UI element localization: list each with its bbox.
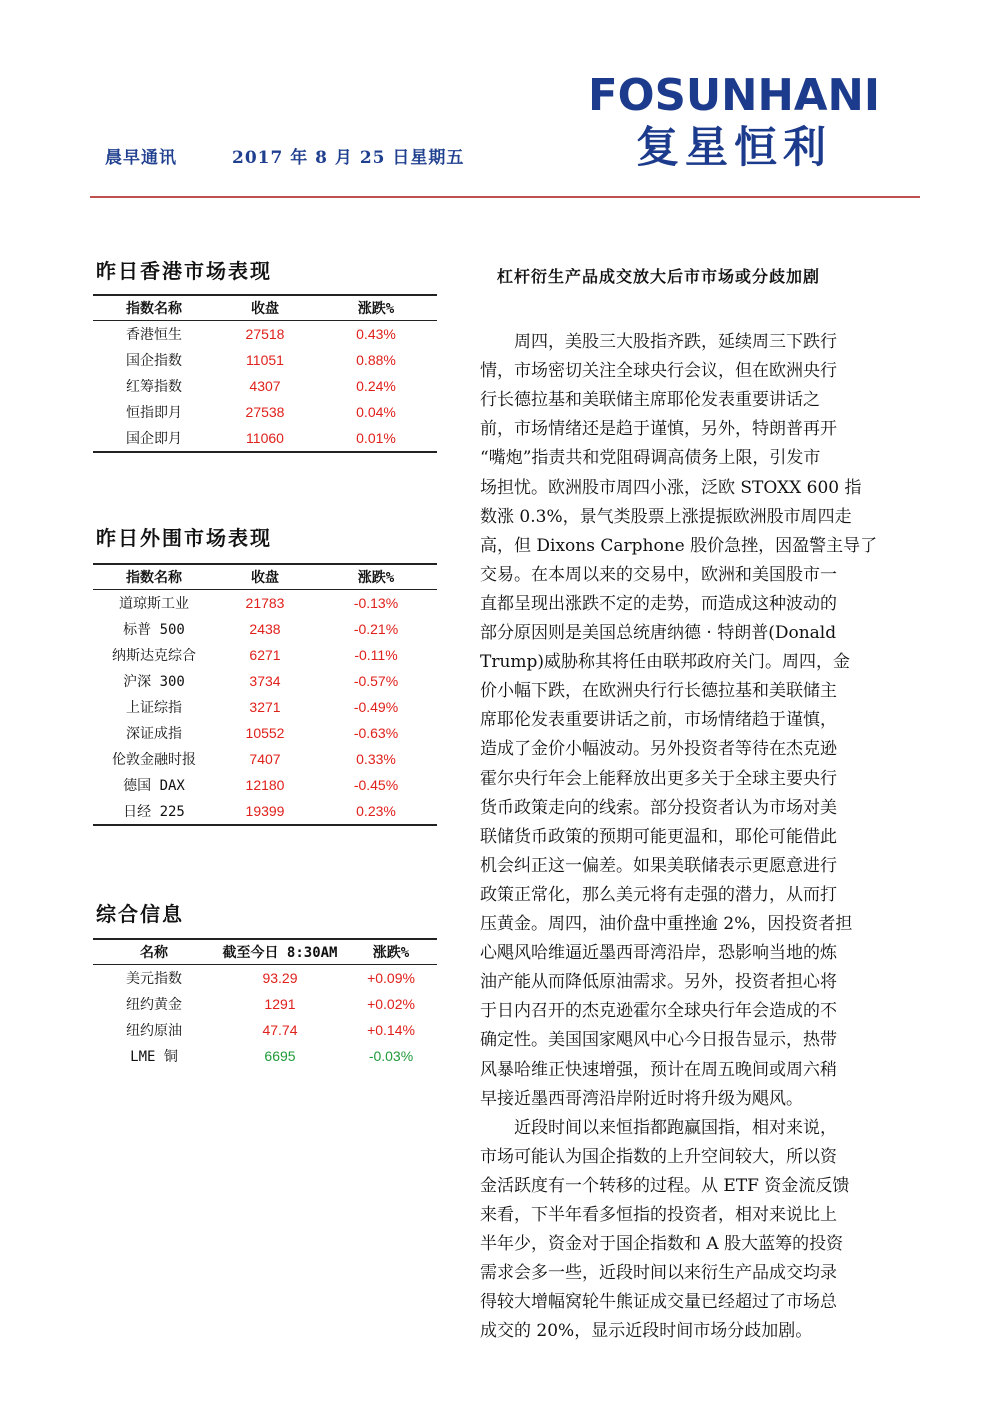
article-line: 场担忧。欧洲股市周四小涨，泛欧 STOXX 600 指 — [480, 477, 862, 498]
table-row — [93, 590, 437, 616]
world-market-table — [93, 563, 437, 826]
article-line: 油产能从而降低原油需求。另外，投资者担心将 — [480, 972, 837, 993]
cell-index-name: 日经 225 — [123, 804, 185, 820]
article-line: 成交的 20%，显示近段时间市场分歧加剧。 — [480, 1321, 813, 1342]
table-row — [93, 373, 437, 399]
cell-index-name: 纽约黄金 — [126, 997, 182, 1013]
cell-change: 0.24% — [356, 378, 396, 394]
cell-close: 47.74 — [262, 1022, 298, 1038]
col-header-close: 收盘 — [251, 570, 279, 586]
col-header-change: 涨跌% — [372, 945, 410, 961]
cell-close: 27518 — [245, 326, 285, 342]
cell-close: 7407 — [249, 751, 281, 767]
article-line: 高，但 Dixons Carphone 股价急挫，因盈警主导了 — [480, 535, 878, 556]
table-row — [93, 399, 437, 425]
article-line: 机会纠正这一偏差。如果美联储表示更愿意进行 — [480, 855, 837, 876]
cell-index-name: 纳斯达克综合 — [112, 648, 196, 664]
article-line: “嘴炮”指责共和党阻碍调高债务上限，引发市 — [480, 448, 821, 469]
article-line: 价小幅下跌，在欧洲央行行长德拉基和美联储主 — [480, 681, 837, 702]
col-header-change: 涨跌% — [357, 570, 395, 586]
cell-change: +0.14% — [367, 1022, 415, 1038]
cell-close: 6271 — [249, 647, 281, 663]
article-line: 近段时间以来恒指都跑赢国指，相对来说， — [480, 1117, 837, 1138]
cell-change: -0.11% — [354, 647, 398, 663]
article-line: 前，市场情绪还是趋于谨慎，另外，特朗普再开 — [480, 419, 837, 440]
article-line: 行长德拉基和美联储主席耶伦发表重要讲话之 — [480, 390, 820, 411]
table-row — [93, 347, 437, 373]
fosunhani-logo — [588, 70, 883, 118]
cell-close: 19399 — [245, 803, 285, 819]
table-row — [93, 642, 437, 668]
table-row — [93, 991, 437, 1017]
cell-change: -0.13% — [353, 595, 399, 611]
cell-index-name: 道琼斯工业 — [119, 596, 189, 612]
cell-change: 0.43% — [356, 326, 396, 342]
cell-close: 11060 — [246, 430, 284, 446]
article-line: 数涨 0.3%，景气类股票上涨提振欧洲股市周四走 — [480, 506, 852, 527]
cell-close: 6695 — [264, 1048, 296, 1064]
article-line: 霍尔央行年会上能释放出更多关于全球主要央行 — [480, 768, 837, 789]
cell-change: -0.21% — [353, 621, 399, 637]
cell-change: -0.49% — [353, 699, 399, 715]
table-row — [93, 616, 437, 642]
cell-index-name: 国企指数 — [126, 353, 182, 369]
article-line: 确定性。美国国家飓风中心今日报告显示，热带 — [480, 1030, 837, 1051]
col-header-name: 指数名称 — [126, 301, 182, 317]
article-line: 心飓风哈维逼近墨西哥湾沿岸，恐影响当地的炼 — [480, 943, 837, 964]
cell-close: 27538 — [245, 404, 285, 420]
article-line: 早接近墨西哥湾沿岸附近时将升级为飓风。 — [480, 1088, 803, 1109]
article-line: 压黄金。周四，油价盘中重挫逾 2%，因投资者担 — [480, 914, 853, 934]
article-line: 联储货币政策的预期可能更温和，耶伦可能借此 — [480, 826, 837, 847]
cell-close: 11051 — [246, 352, 284, 368]
cell-change: 0.01% — [356, 430, 396, 446]
general-info-title: 综合信息 — [96, 902, 184, 926]
cell-close: 3271 — [249, 699, 281, 715]
cell-change: -0.57% — [353, 673, 399, 689]
cell-change: +0.09% — [367, 970, 415, 986]
cell-close: 21783 — [245, 595, 285, 611]
cell-change: 0.04% — [356, 404, 396, 420]
article-line: 部分原因则是美国总统唐纳德 · 特朗普(Donald — [480, 623, 837, 643]
cell-index-name: 红筹指数 — [126, 379, 182, 395]
cell-close: 93.29 — [262, 970, 298, 986]
newsletter-date: 2017 年 8 月 25 日星期五 — [232, 148, 465, 168]
col-header-close: 截至今日 8:30AM — [222, 945, 338, 961]
general-info-table — [93, 938, 437, 1069]
hk-market-title: 昨日香港市场表现 — [96, 259, 272, 283]
col-header-change: 涨跌% — [357, 301, 395, 317]
cell-index-name: 沪深 300 — [123, 674, 185, 690]
cell-change: +0.02% — [367, 996, 415, 1012]
cell-close: 3734 — [249, 673, 281, 689]
cell-close: 4307 — [249, 378, 281, 394]
article-line: 需求会多一些，近段时间以来衍生产品成交均录 — [480, 1263, 837, 1284]
article-line: 情，市场密切关注全球央行会议，但在欧洲央行 — [480, 361, 837, 382]
fosunhani-logo-chinese: 复星恒利 — [636, 123, 832, 173]
cell-change: -0.03% — [368, 1048, 414, 1064]
table-row — [93, 746, 437, 772]
article-line: 席耶伦发表重要讲话之前，市场情绪趋于谨慎， — [480, 710, 837, 731]
cell-change: 0.88% — [356, 352, 396, 368]
table-row — [93, 668, 437, 694]
cell-index-name: 国企即月 — [126, 431, 182, 447]
cell-change: -0.63% — [353, 725, 399, 741]
article-line: 得较大增幅窝轮牛熊证成交量已经超过了市场总 — [480, 1292, 837, 1313]
cell-change: -0.45% — [353, 777, 399, 793]
cell-close: 10552 — [245, 725, 285, 741]
cell-change: 0.23% — [356, 803, 396, 819]
table-row — [93, 1017, 437, 1043]
cell-index-name: 香港恒生 — [126, 327, 182, 343]
table-row — [93, 798, 437, 824]
table-row — [93, 772, 437, 798]
article-line: 风暴哈维正快速增强，预计在周五晚间或周六稍 — [480, 1059, 837, 1080]
cell-index-name: 深证成指 — [126, 726, 182, 742]
cell-close: 1291 — [264, 996, 296, 1012]
cell-index-name: 伦敦金融时报 — [112, 752, 196, 768]
article-line: 半年少，资金对于国企指数和 A 股大蓝筹的投资 — [480, 1234, 844, 1255]
article-line: 货币政策走向的线索。部分投资者认为市场对美 — [480, 797, 837, 818]
article-line: 政策正常化，那么美元将有走强的潜力，从而打 — [480, 884, 837, 905]
article-line: 金活跃度有一个转移的过程。从 ETF 资金流反馈 — [480, 1175, 850, 1196]
col-header-close: 收盘 — [251, 301, 279, 317]
header-divider — [90, 196, 920, 198]
cell-index-name: 德国 DAX — [123, 778, 185, 794]
col-header-name: 指数名称 — [126, 570, 182, 586]
article-line: 周四，美股三大股指齐跌，延续周三下跌行 — [480, 332, 837, 352]
article-line: 直都呈现出涨跌不定的走势，而造成这种波动的 — [480, 593, 837, 614]
cell-index-name: 上证综指 — [126, 700, 182, 716]
table-row — [93, 425, 437, 451]
article-line: 来看，下半年看多恒指的投资者，相对来说比上 — [480, 1205, 837, 1225]
cell-index-name: LME 铜 — [130, 1049, 178, 1065]
cell-change: 0.33% — [356, 751, 396, 767]
article-line: 交易。在本周以来的交易中，欧洲和美国股市一 — [480, 564, 837, 585]
table-row — [93, 321, 437, 347]
table-row — [93, 965, 437, 991]
newsletter-title: 晨早通讯 — [105, 148, 177, 168]
table-row — [93, 694, 437, 720]
cell-index-name: 美元指数 — [126, 971, 182, 987]
article-line: 市场可能认为国企指数的上升空间较大，所以资 — [480, 1146, 837, 1167]
article-line: Trump)威胁称其将任由联邦政府关门。周四，金 — [480, 652, 851, 673]
world-market-title: 昨日外围市场表现 — [96, 526, 272, 550]
article-title: 杠杆衍生产品成交放大后市市场或分歧加剧 — [497, 267, 821, 286]
article-line: 于日内召开的杰克逊霍尔全球央行年会造成的不 — [480, 1001, 837, 1022]
cell-index-name: 恒指即月 — [126, 405, 182, 421]
svg-text:FOSUNHANI: FOSUNHANI — [588, 70, 880, 118]
article-line: 造成了金价小幅波动。另外投资者等待在杰克逊 — [480, 739, 837, 760]
cell-close: 12180 — [245, 777, 285, 793]
hk-market-table — [93, 294, 437, 453]
table-row — [93, 720, 437, 746]
cell-close: 2438 — [249, 621, 281, 637]
col-header-name: 名称 — [140, 945, 168, 961]
table-row — [93, 1043, 437, 1069]
cell-index-name: 标普 500 — [123, 622, 185, 638]
cell-index-name: 纽约原油 — [126, 1023, 182, 1039]
